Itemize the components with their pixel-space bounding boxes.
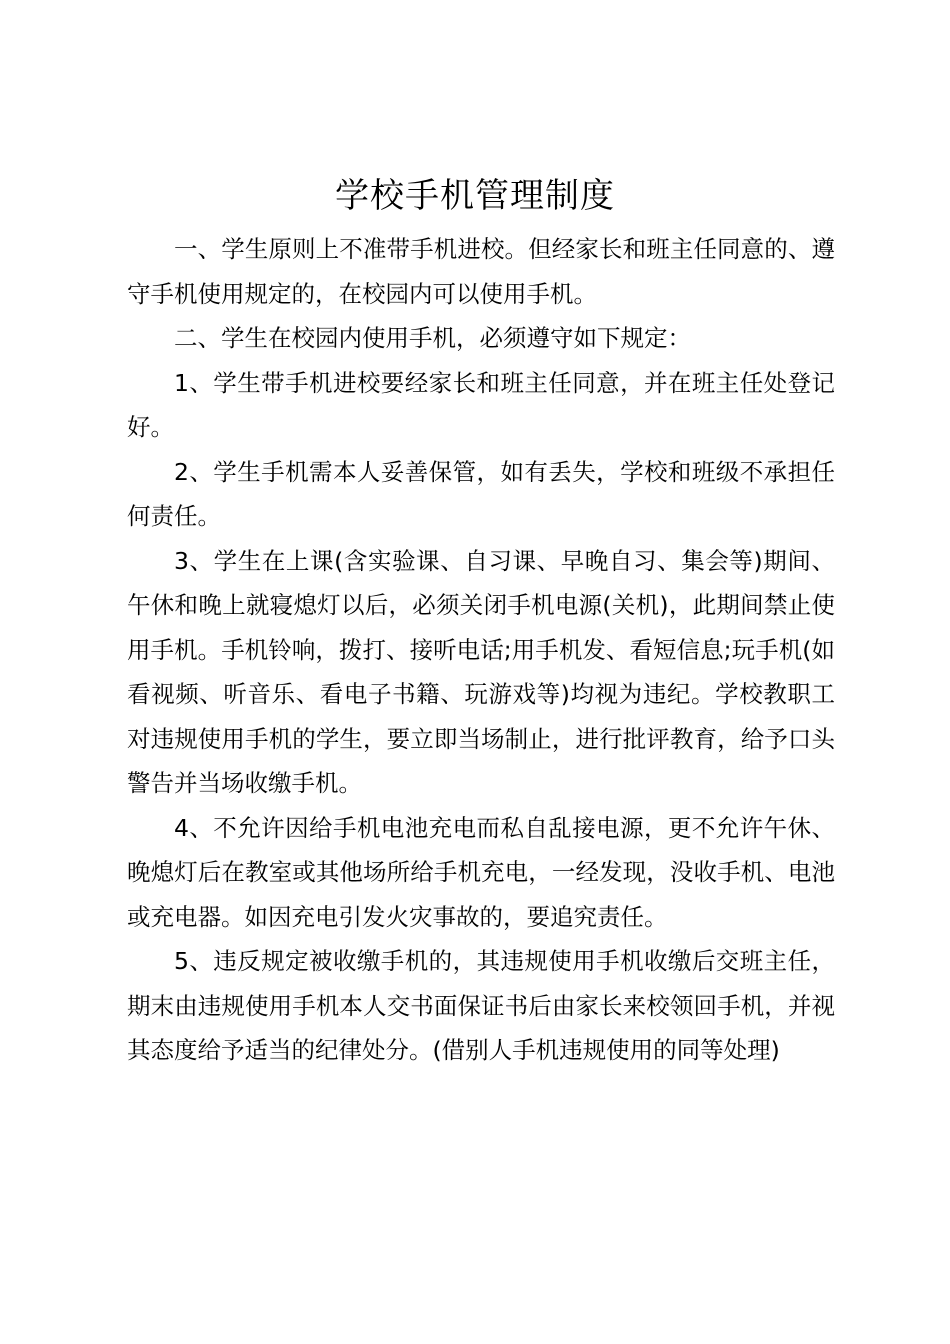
paragraph-item-2: 2、学生手机需本人妥善保管，如有丢失，学校和班级不承担任何责任。 xyxy=(127,457,835,530)
paragraph-item-3: 3、学生在上课(含实验课、自习课、早晚自习、集会等)期间、午休和晚上就寝熄灯以后，必须关闭手机电源(关机)，此期间禁止使用手机。手机铃响，拨打、接听电话;用手机发、看短信息;玩手机(如看视频、听音乐、看电子书籍、玩游戏等)均视为违纪。学校教职工对违规使用手机的学生，要立即当场制止，进行批评教育，给予口头警告并当场收缴手机。 xyxy=(127,546,835,797)
paragraph-rule-1: 一、学生原则上不准带手机进校。但经家长和班主任同意的、遵守手机使用规定的，在校园内可以使用手机。 xyxy=(127,235,835,308)
paragraph-item-1: 1、学生带手机进校要经家长和班主任同意，并在班主任处登记好。 xyxy=(127,368,835,441)
document-body xyxy=(127,227,835,1073)
paragraph-item-4: 4、不允许因给手机电池充电而私自乱接电源，更不允许午休、晚熄灯后在教室或其他场所给手机充电，一经发现，没收手机、电池或充电器。如因充电引发火灾事故的，要追究责任。 xyxy=(127,813,835,931)
paragraph-item-5: 5、违反规定被收缴手机的，其违规使用手机收缴后交班主任，期末由违规使用手机本人交书面保证书后由家长来校领回手机，并视其态度给予适当的纪律处分。(借别人手机违规使用的同等处理) xyxy=(127,947,835,1064)
document-title: 学校手机管理制度 xyxy=(335,176,615,216)
paragraph-rule-2: 二、学生在校园内使用手机，必须遵守如下规定： xyxy=(174,324,691,352)
